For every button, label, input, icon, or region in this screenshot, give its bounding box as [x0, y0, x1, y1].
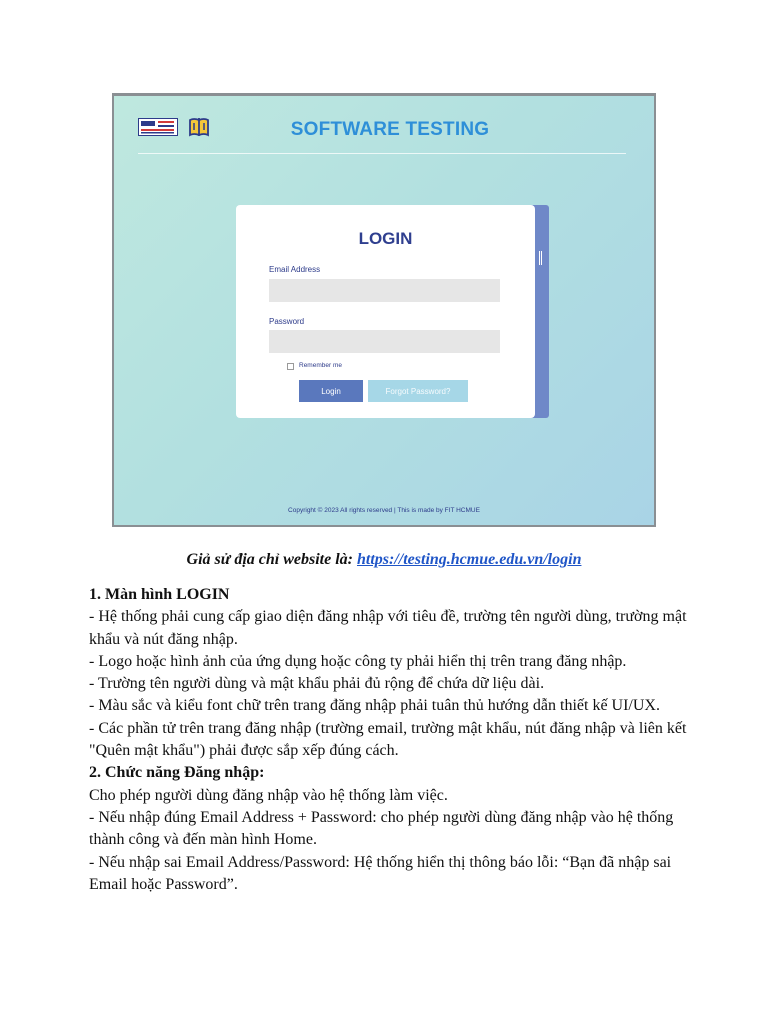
caption-prefix: Giả sử địa chỉ website là:	[186, 551, 357, 568]
login-title: LOGIN	[358, 229, 413, 248]
section-heading-login-screen: 1. Màn hình LOGIN	[89, 586, 230, 603]
email-input[interactable]	[269, 279, 500, 302]
password-label: Password	[269, 317, 305, 326]
paragraph: - Màu sắc và kiểu font chữ trên trang đăng nhập phải tuân thủ hướng dẫn thiết kế UI/UX.	[89, 697, 660, 715]
forgot-password-button[interactable]: Forgot Password?	[368, 380, 468, 402]
login-button[interactable]: Login	[299, 380, 363, 402]
paragraph: - Nếu nhập đúng Email Address + Password: cho phép người dùng đăng nhập vào hệ thống thành công và đến màn hình Home.	[89, 808, 674, 849]
remember-me-label: Remember me	[299, 362, 342, 369]
requirements-text	[89, 584, 689, 896]
copyright-footer: Copyright © 2023 All rights reserved | This is made by FIT HCMUE	[288, 507, 480, 514]
paragraph: - Hệ thống phải cung cấp giao diện đăng nhập với tiêu đề, trường tên người dùng, trường mật khẩu và nút đăng nhập.	[89, 608, 687, 648]
login-page-screenshot	[112, 93, 656, 527]
website-caption	[0, 551, 768, 569]
remember-me-checkbox[interactable]	[287, 363, 294, 370]
brand-title	[114, 119, 654, 141]
password-input[interactable]	[269, 330, 500, 353]
brand-title-text: SOFTWARE TESTING	[290, 119, 490, 140]
header-divider	[138, 153, 626, 154]
website-url-link[interactable]: https://testing.hcmue.edu.vn/login	[356, 551, 582, 568]
section-heading-login-function: 2. Chức năng Đăng nhập:	[89, 764, 265, 782]
paragraph: - Trường tên người dùng và mật khẩu phải đủ rộng để chứa dữ liệu dài.	[89, 675, 545, 693]
paragraph: Cho phép người dùng đăng nhập vào hệ thống làm việc.	[89, 786, 448, 804]
paragraph: - Các phần tử trên trang đăng nhập (trường email, trường mật khẩu, nút đăng nhập và liên kết "Quên mật khẩu") phải được sắp xếp đúng cách.	[89, 719, 687, 760]
login-card	[236, 205, 535, 418]
paragraph: - Nếu nhập sai Email Address/Password: Hệ thống hiển thị thông báo lỗi: “Bạn đã nhập sai Email hoặc Password”.	[89, 853, 672, 893]
email-label: Email Address	[269, 265, 321, 274]
card-grip-icon	[539, 251, 542, 265]
paragraph: - Logo hoặc hình ảnh của ứng dụng hoặc công ty phải hiển thị trên trang đăng nhập.	[89, 652, 627, 670]
